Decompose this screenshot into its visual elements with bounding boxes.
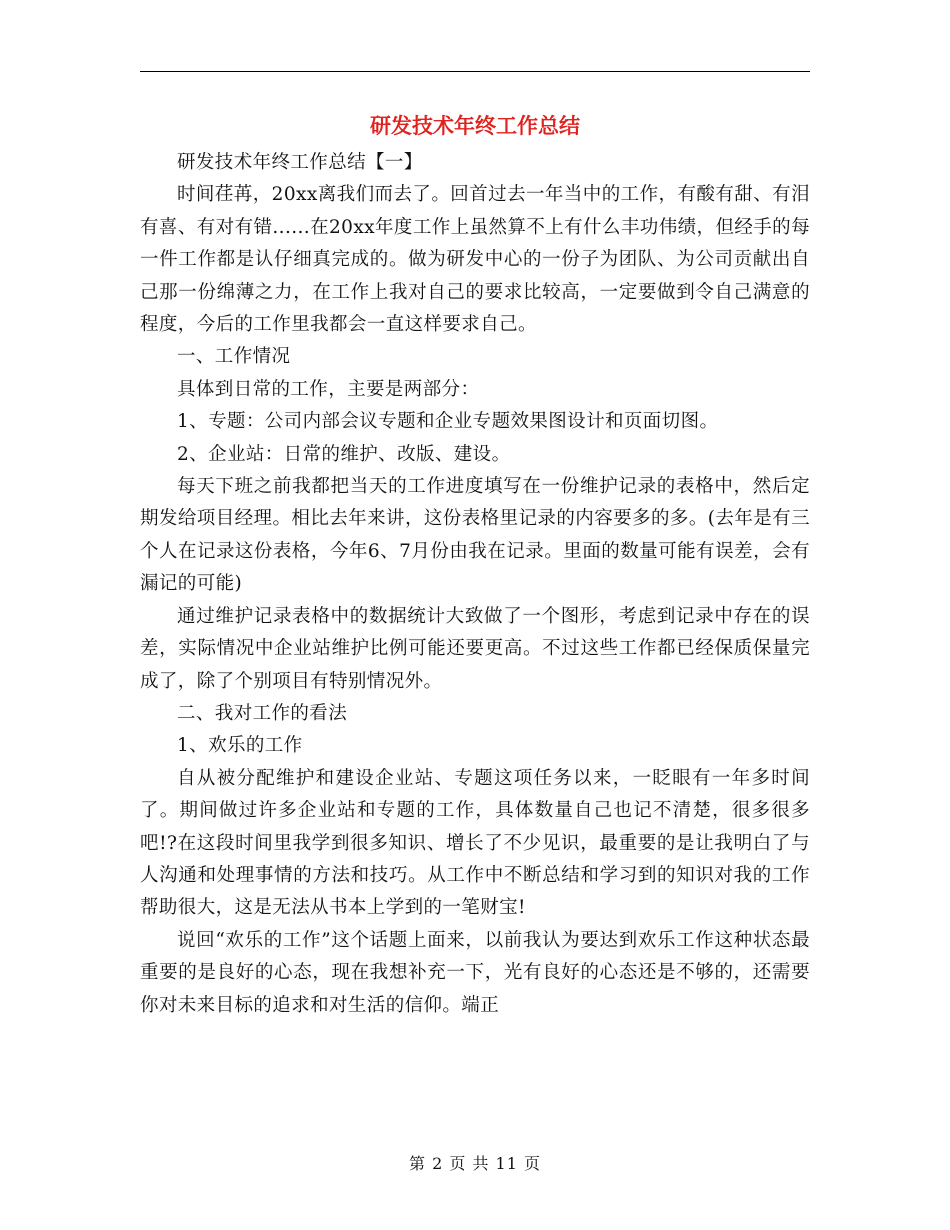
paragraph-intro: 时间荏苒，20xx离我们而去了。回首过去一年当中的工作，有酸有甜、有泪有喜、有对有错......在20xx年度工作上虽然算不上有什么丰功伟绩，但经手的每一件工作都是认仔细真完成的。做为研发中心的一份子为团队、为公司贡献出自己那一份绵薄之力，在工作上我对自己的要求比较高，一定要做到令自己满意的程度，今后的工作里我都会一直这样要求自己。	[140, 184, 810, 336]
paragraph-daily-work: 具体到日常的工作，主要是两部分：	[177, 378, 480, 400]
document-title: 研发技术年终工作总结	[370, 113, 580, 138]
paragraph-statistics: 通过维护记录表格中的数据统计大致做了一个图形，考虑到记录中存在的误差，实际情况中企业站维护比例可能还要更高。不过这些工作都已经保质保量完成了，除了个别项目有特别情况外。	[140, 605, 810, 692]
header-rule	[140, 71, 810, 72]
heading-work-situation: 一、工作情况	[177, 346, 291, 368]
list-item-enterprise-site: 2、企业站：日常的维护、改版、建设。	[177, 443, 511, 465]
document-body	[140, 147, 810, 1022]
paragraph-records: 每天下班之前我都把当天的工作进度填写在一份维护记录的表格中，然后定期发给项目经理。相比去年来讲，这份表格里记录的内容要多的多。(去年是有三个人在记录这份表格，今年6、7月份由我在记录。里面的数量可能有误差，会有漏记的可能)	[140, 476, 810, 595]
paragraph-experience: 自从被分配维护和建设企业站、专题这项任务以来，一眨眼有一年多时间了。期间做过许多企业站和专题的工作，具体数量自己也记不清楚，很多很多吧!?在这段时间里我学到很多知识、增长了不少见识，最重要的是让我明白了与人沟通和处理事情的方法和技巧。从工作中不断总结和学习到的知识对我的工作帮助很大，这是无法从书本上学到的一笔财宝!	[140, 767, 810, 919]
page-number: 第 2 页 共 11 页	[409, 1154, 541, 1173]
heading-views-on-work: 二、我对工作的看法	[177, 702, 348, 724]
paragraph-happy-work: 说回“欢乐的工作”这个话题上面来，以前我认为要达到欢乐工作这种状态最重要的是良好的心态，现在我想补充一下，光有良好的心态还是不够的，还需要你对未来目标的追求和对生活的信仰。端正	[140, 929, 810, 1016]
section-heading: 研发技术年终工作总结【一】	[177, 152, 423, 173]
subheading-happy-work: 1、欢乐的工作	[177, 735, 303, 757]
list-item-topics: 1、专题：公司内部会议专题和企业专题效果图设计和页面切图。	[177, 411, 719, 433]
